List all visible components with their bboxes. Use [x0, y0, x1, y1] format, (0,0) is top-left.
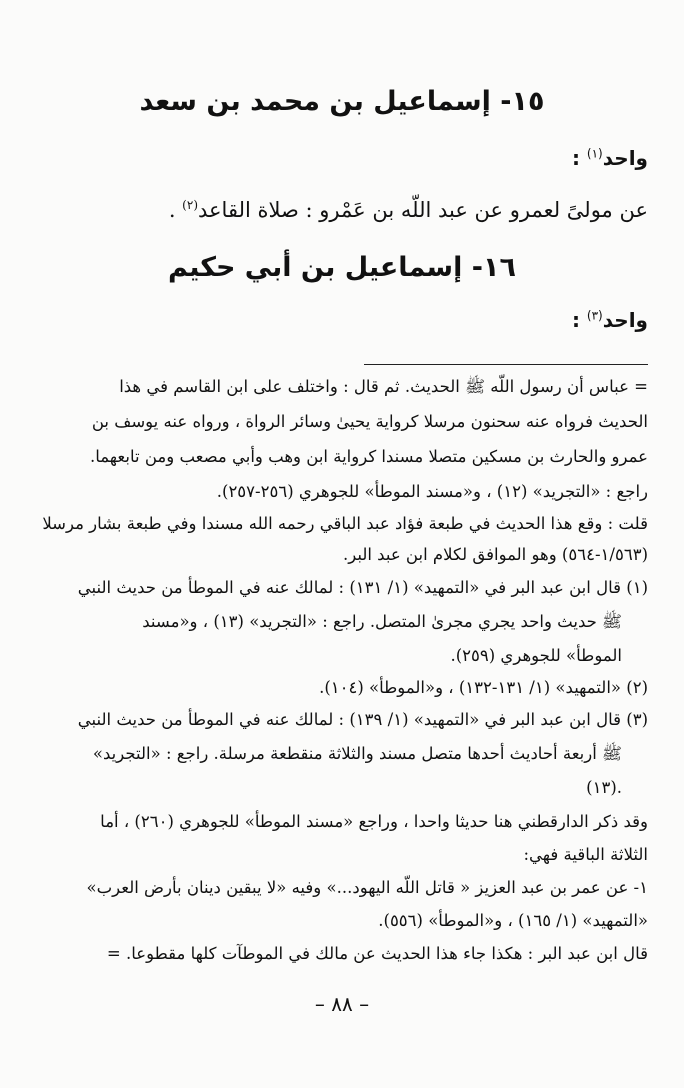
- wahid-colon: :: [571, 146, 587, 170]
- footnote-3-line: ١- عن عمر بن عبد العزيز « قاتل اللّه اليهود...» وفيه «لا يبقين دينان بأرض العرب»: [86, 878, 648, 897]
- footnote-3-line: «التمهيد» (١/ ١٦٥) ، و«الموطأ» (٥٥٦).: [378, 911, 648, 930]
- footnote-separator: [364, 364, 648, 365]
- wahid-colon: :: [571, 308, 587, 332]
- footnote-1-line: الموطأ» للجوهري (٢٥٩).: [450, 646, 622, 665]
- footnote-3-line: قال ابن عبد البر : هكذا جاء هذا الحديث عن مالك في الموطآت كلها مقطوعا. =: [106, 944, 648, 963]
- footnote-line: قلت : وقع هذا الحديث في طبعة فؤاد عبد الباقي رحمه الله مسندا وفي طبعة بشار مرسلا: [42, 514, 648, 533]
- footnote-ref-1[interactable]: (١): [586, 146, 603, 161]
- wahid-label: واحد: [602, 308, 648, 332]
- entry-16-title: ١٦- إسماعيل بن أبي حكيم: [168, 252, 516, 283]
- footnote-line: عمرو والحارث بن مسكين متصلا مسندا كرواية ابن وهب وأبي مصعب ومن تابعهما.: [90, 447, 648, 466]
- hadith-text: عن مولىً لعمرو عن عبد اللّه بن عَمْرو : صلاة القاعد: [198, 198, 648, 222]
- entry-15-wahid-heading: [572, 146, 648, 170]
- footnote-3-line: ﷺ أربعة أحاديث أحدها متصل مسند والثلاثة منقطعة مرسلة. راجع : «التجريد»: [92, 744, 622, 763]
- footnote-3-line: وقد ذكر الدارقطني هنا حديثا واحدا ، وراجع «مسند الموطأ» للجوهري (٢٦٠) ، أما: [100, 812, 648, 831]
- page-number: – ٨٨ –: [314, 992, 370, 1016]
- entry-16-wahid-heading: [572, 308, 648, 332]
- footnote-3-line: (٣) قال ابن عبد البر في «التمهيد» (١/ ١٣٩) : لمالك عنه في الموطأ من حديث النبي: [77, 710, 648, 729]
- footnote-3-line: (١٣).: [586, 778, 622, 797]
- entry-15-hadith-line: [169, 198, 648, 222]
- footnote-ref-2[interactable]: (٢): [182, 198, 198, 212]
- footnote-1-line: (١) قال ابن عبد البر في «التمهيد» (١/ ١٣١) : لمالك عنه في الموطأ من حديث النبي: [77, 578, 648, 597]
- hadith-line-end: .: [168, 198, 183, 222]
- wahid-label: واحد: [602, 146, 648, 170]
- footnote-line: = عباس أن رسول اللّه ﷺ الحديث. ثم قال : واختلف على ابن القاسم في هذا: [119, 377, 648, 396]
- footnote-line: الحديث فرواه عنه سحنون مرسلا كرواية يحيىٰ وسائر الرواة ، ورواه عنه يوسف بن: [91, 412, 648, 431]
- footnote-line: (١/٥٦٣-٥٦٤) وهو الموافق لكلام ابن عبد البر.: [343, 545, 648, 564]
- footnote-1-line: ﷺ حديث واحد يجري مجرىٰ المتصل. راجع : «التجريد» (١٣) ، و«مسند: [142, 612, 622, 631]
- footnote-ref-3[interactable]: (٣): [586, 308, 603, 323]
- footnote-line: راجع : «التجريد» (١٢) ، و«مسند الموطأ» للجوهري (٢٥٦-٢٥٧).: [216, 482, 648, 501]
- entry-15-title: ١٥- إسماعيل بن محمد بن سعد: [139, 86, 545, 117]
- footnote-3-line: الثلاثة الباقية فهي:: [523, 845, 648, 864]
- footnote-2-line: (٢) «التمهيد» (١/ ١٣١-١٣٢) ، و«الموطأ» (١٠٤).: [319, 678, 648, 697]
